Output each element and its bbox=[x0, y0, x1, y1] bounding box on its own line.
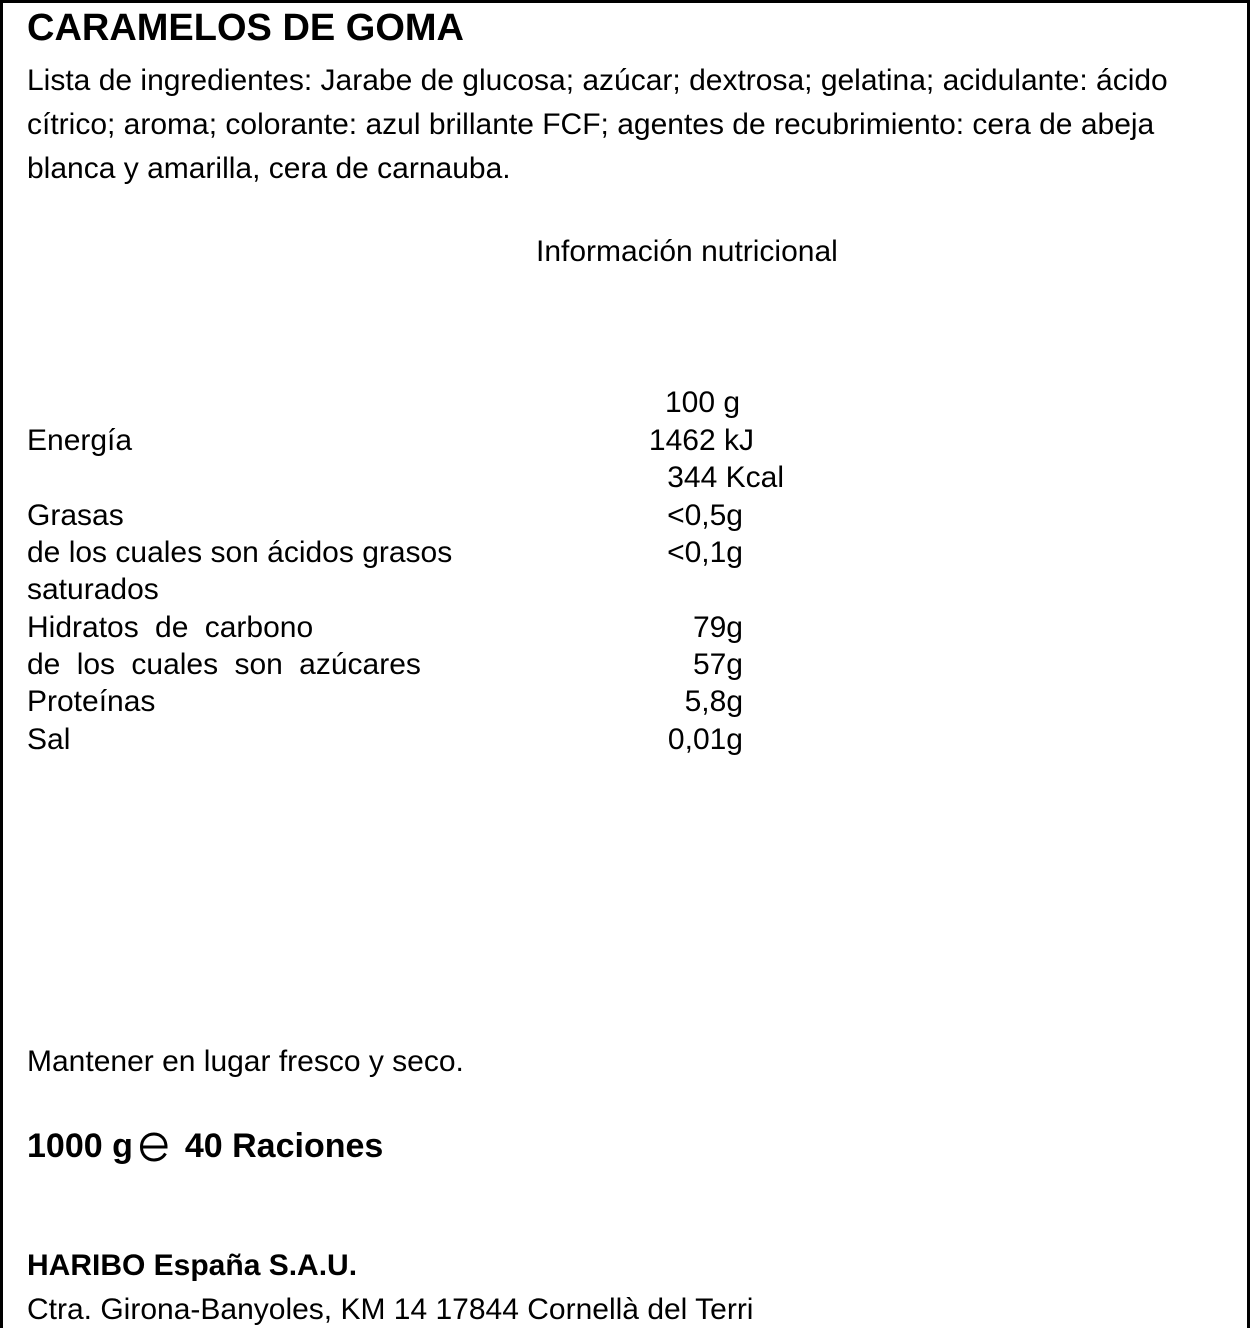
fat-label: Grasas bbox=[27, 499, 124, 532]
fat-value: <0,5g bbox=[667, 499, 743, 532]
protein-value: 5,8g bbox=[684, 685, 743, 718]
net-quantity bbox=[27, 1127, 383, 1166]
ingredients-list: Lista de ingredientes: Jarabe de glucosa; azúcar; dextrosa; gelatina; acidulante: ácido cítrico; aroma; colorante: azul brillante FCF; agentes de recubrimiento: cera de abeja blanca y amarilla, cera de carnauba. bbox=[27, 64, 1168, 185]
energy-label: Energía bbox=[27, 424, 133, 457]
carbs-value: 79g bbox=[692, 611, 743, 644]
carbs-label: Hidratos de carbono bbox=[27, 611, 314, 644]
net-weight: 1000 g bbox=[27, 1127, 133, 1165]
satfat-value: <0,1g bbox=[667, 536, 743, 569]
satfat-label-line2: saturados bbox=[27, 573, 159, 606]
salt-label: Sal bbox=[27, 723, 71, 756]
storage-instructions: Mantener en lugar fresco y seco. bbox=[27, 1045, 464, 1078]
sugars-label: de los cuales son azúcares bbox=[27, 648, 421, 681]
nutrition-title: Información nutricional bbox=[536, 235, 838, 268]
energy-kcal-value: 344 Kcal bbox=[667, 461, 784, 494]
serving-size: 100 g bbox=[665, 386, 741, 419]
sugars-value: 57g bbox=[692, 648, 743, 681]
company-address: Ctra. Girona-Banyoles, KM 14 17844 Cornellà del Terri bbox=[27, 1293, 754, 1326]
company-name: HARIBO España S.A.U. bbox=[27, 1249, 358, 1282]
estimated-e-icon bbox=[137, 1130, 171, 1164]
portions-count: 40 Raciones bbox=[184, 1127, 384, 1165]
salt-value: 0,01g bbox=[667, 723, 743, 756]
protein-label: Proteínas bbox=[27, 685, 156, 718]
energy-kj-value: 1462 kJ bbox=[648, 424, 754, 457]
satfat-label-line1: de los cuales son ácidos grasos bbox=[27, 536, 453, 569]
product-title: CARAMELOS DE GOMA bbox=[27, 7, 464, 49]
